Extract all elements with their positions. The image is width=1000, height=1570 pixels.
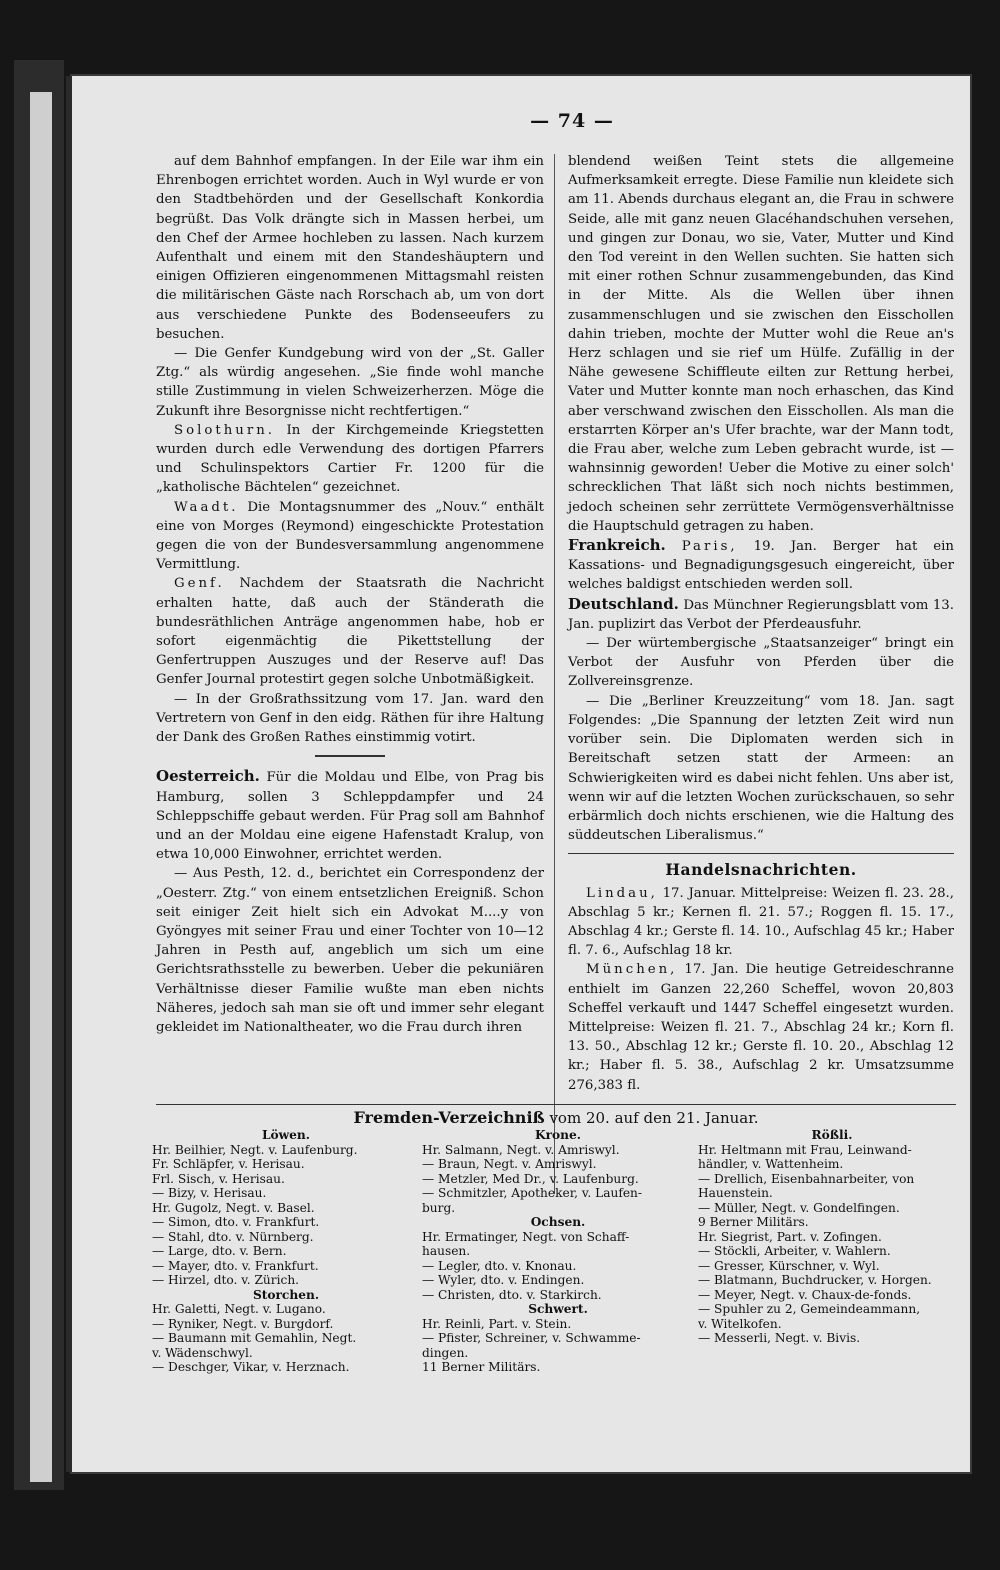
article-paragraph	[156, 498, 544, 575]
paragraph-text: auf dem Bahnhof empfangen. In der Eile war ihm ein Ehrenbogen errichtet worden. Auch in Wyl wurde er von den Stadtbehörden und der Gesellschaft Konkordia begrüßt. Das Volk drängte sich in Massen herbei, um den Chef der Armee hochleben zu lassen. Nach kurzem Aufenthalt und einem mit den Standeshäuptern und einigen Offizieren eingenommenen Mittagsmahl reisten die militärischen Gäste nach Rorschach ab, um von dort aus verschiedene Punkte des Bodenseeufers zu besuchen.	[156, 154, 544, 342]
paragraph-text: 17. Januar. Mittelpreise: Weizen fl. 23. 28., Abschlag 5 kr.; Kernen fl. 21. 57.; Roggen fl. 15. 17., Abschlag 4 kr.; Gerste fl. 14. 10., Aufschlag 45 kr.; Haber fl. 7. 6., Aufschlag 18 kr.	[568, 885, 954, 959]
article-paragraph	[568, 884, 954, 961]
guest-entry: Hr. Heltmann mit Frau, Leinwand-	[698, 1142, 912, 1157]
section-divider	[156, 1104, 956, 1105]
guest-entry: — Hirzel, dto. v. Zürich.	[152, 1273, 300, 1287]
guest-entry: hausen.	[422, 1244, 471, 1258]
guest-entry: Hauenstein.	[698, 1186, 773, 1200]
paragraph-text: blendend weißen Teint stets die allgemeine Aufmerksamkeit erregte. Diese Familie nun kleidete sich am 11. Abends durchaus elegant an, die Frau in schwere Seide, alle mit ganz neuen Glacéhandschuhen versehen, und gingen zur Donau, wo sie, Vater, Mutter und Kind den Tod vereint in den Wellen suchten. Sie hatten sich mit einer rothen Schnur zusammengebunden, das Kind in der Mitte. Als die Wellen über ihnen zusammenschlugen und sie zwischen den Eisschollen dahin trieben, mochte der Mutter wohl die Reue an's Herz schlagen und sie rief um Hülfe. Zufällig in der Nähe gewesene Schiffleute eilten zur Rettung herbei, Vater und Mutter konnte man noch erhaschen, das Kind aber verschwand zwischen den Eisschollen. Als man die erstarrten Körper an's Ufer brachte, war der Mann todt, die Frau aber, welche zum Leben gebracht wurde, ist — wahnsinnig geworden! Ueber die Motive zu einer solch' schrecklichen That läßt sich noch nichts bestimmen, jedoch scheinen sehr zerrüttete Vermögensverhältnisse die Hauptschuld getragen zu haben.	[568, 154, 954, 534]
guest-entry: Fr. Schläpfer, v. Herisau.	[152, 1157, 305, 1171]
dateline: Solothurn.	[174, 422, 275, 438]
guest-entry: burg.	[422, 1200, 456, 1215]
guest-entry: Hr. Beilhier, Negt. v. Laufenburg.	[152, 1142, 358, 1157]
guest-entry: — Pfister, Schreiner, v. Schwamme-	[422, 1331, 641, 1345]
guest-entry: — Braun, Negt. v. Amriswyl.	[422, 1157, 597, 1171]
dateline: München,	[586, 962, 678, 978]
hotel-name: Krone.	[534, 1128, 581, 1142]
book-page-edge	[30, 92, 52, 1482]
page-number: — 74 —	[530, 110, 614, 132]
hotel-name: Ochsen.	[530, 1215, 586, 1229]
guest-entry: v. Wädenschwyl.	[152, 1345, 253, 1360]
dateline: Lindau,	[586, 885, 658, 901]
paragraph-text: — Die „Berliner Kreuzzeitung“ vom 18. Jan. sagt Folgendes: „Die Spannung der letzten Zeit wird nun vorüber sein. Die Diplomaten werden sich in Bereitschaft setzen statt der Armeen: an Schwierigkeiten wird es dabei nicht fehlen. Uns aber ist, wenn wir auf die letzten Wochen zurückschauen, so sehr erbärmlich doch nichts erschienen, wie die Haltung des süddeutschen Liberalismus.“	[568, 693, 954, 844]
dateline: Genf.	[174, 576, 225, 592]
guest-entry: Frl. Sisch, v. Herisau.	[152, 1171, 285, 1186]
guest-entry: — Bizy, v. Herisau.	[152, 1186, 267, 1200]
guest-list-column-1	[152, 1128, 420, 1375]
paragraph-text: — In der Großrathssitzung vom 17. Jan. ward den Vertretern von Genf in den eidg. Räthen für ihre Haltung der Dank des Großen Rathes einstimmig votirt.	[156, 691, 544, 746]
guest-entry: — Large, dto. v. Bern.	[152, 1244, 287, 1258]
guest-entry: — Meyer, Negt. v. Chaux-de-fonds.	[698, 1287, 912, 1302]
guest-entry: — Baumann mit Gemahlin, Negt.	[152, 1331, 357, 1345]
long-rule	[568, 853, 954, 854]
article-paragraph	[568, 595, 954, 634]
guest-entry: dingen.	[422, 1345, 469, 1360]
dateline: Waadt.	[174, 499, 239, 515]
hotel-name: Storchen.	[252, 1287, 320, 1302]
article-paragraph	[156, 344, 544, 421]
guest-entry: — Stahl, dto. v. Nürnberg.	[152, 1229, 314, 1244]
newspaper-page	[72, 76, 970, 1472]
guest-entry: Hr. Gugolz, Negt. v. Basel.	[152, 1200, 315, 1215]
guest-entry: — Gresser, Kürschner, v. Wyl.	[698, 1258, 880, 1273]
paragraph-text: 17. Jan. Die heutige Getreideschranne enthielt im Ganzen 22,260 Scheffel, wovon 20,803 Scheffel verkauft und 1447 Scheffel eingesetzt wurden. Mittelpreise: Weizen fl. 21. 7., Abschlag 24 kr.; Korn fl. 13. 50., Abschlag 12 kr.; Gerste fl. 10. 20., Abschlag 12 kr.; Haber fl. 5. 38., Aufschlag 2 kr. Umsatzsumme 276,383 fl.	[568, 962, 954, 1093]
guest-list-column-2	[422, 1128, 694, 1375]
dateline: Paris,	[681, 539, 738, 555]
guest-entry: — Spuhler zu 2, Gemeindeammann,	[698, 1302, 921, 1316]
guest-entry: — Schmitzler, Apotheker, v. Laufen-	[422, 1186, 643, 1200]
article-paragraph	[568, 536, 954, 595]
paragraph-text: — Die Genfer Kundgebung wird von der „St. Galler Ztg.“ als würdig angesehen. „Sie finde wohl manche stille Zustimmung in vielen Schweizerherzen. Möge die Zukunft ihre Besorgnisse nicht rechtfertigen.“	[156, 346, 544, 419]
guest-entry: v. Witelkofen.	[698, 1316, 782, 1331]
section-heading: Handelsnachrichten.	[665, 860, 857, 880]
hotel-name: Schwert.	[528, 1302, 588, 1316]
article-paragraph	[156, 690, 544, 748]
guest-entry: 9 Berner Militärs.	[698, 1215, 809, 1229]
paragraph-text: Für die Moldau und Elbe, von Prag bis Hamburg, sollen 3 Schleppdampfer und 24 Schleppschiffe gebaut werden. Für Prag soll am Bahnhof und an der Moldau eine eigene Hafenstadt Kralup, von etwa 10,000 Einwohner, errichtet werden.	[156, 770, 544, 863]
article-paragraph	[156, 864, 544, 1037]
guest-entry: — Mayer, dto. v. Frankfurt.	[152, 1258, 319, 1273]
guest-entry: 11 Berner Militärs.	[422, 1360, 541, 1374]
short-rule	[315, 755, 385, 757]
guest-entry: — Drellich, Eisenbahnarbeiter, von	[698, 1171, 915, 1186]
paragraph-text: In der Kirchgemeinde Kriegstetten wurden durch edle Verwendung des dortigen Pfarrers und Schulinspektors Cartier Fr. 1200 für die „katholische Bächtelen“ gezeichnet.	[156, 422, 544, 496]
guest-entry: — Simon, dto. v. Frankfurt.	[152, 1215, 320, 1229]
guest-entry: händler, v. Wattenheim.	[698, 1157, 844, 1171]
guest-entry: Hr. Reinli, Part. v. Stein.	[422, 1316, 572, 1331]
article-paragraph	[156, 152, 544, 344]
country-heading: Oesterreich.	[156, 767, 260, 786]
paragraph-text: Nachdem der Staatsrath die Nachricht erhalten hatte, daß auch der Ständerath die bundesräthlichen Anträge angenommen habe, hob er sofort eigenmächtig die Pikettstellung der Genfertruppen Auszuges und der Reserve auf! Das Genfer Journal protestirt gegen solche Unbotmäßigkeit.	[156, 576, 544, 688]
article-paragraph	[568, 152, 954, 536]
guest-entry: — Müller, Negt. v. Gondelfingen.	[698, 1200, 900, 1215]
paragraph-text: Die Montagsnummer des „Nouv.“ enthält eine von Morges (Reymond) eingeschickte Protestation gegen die von der Bundesversammlung angenommene Vermittlung.	[156, 499, 544, 573]
guest-entry: — Deschger, Vikar, v. Herznach.	[152, 1360, 350, 1374]
country-heading: Frankreich.	[568, 536, 666, 555]
guest-list-column-3	[698, 1128, 966, 1346]
fremden-title-bold: Fremden-Verzeichniß	[353, 1108, 545, 1127]
right-column	[568, 152, 954, 1095]
guest-entry: Hr. Salmann, Negt. v. Amriswyl.	[422, 1142, 620, 1157]
guest-entry: — Metzler, Med Dr., v. Laufenburg.	[422, 1171, 639, 1186]
country-heading: Deutschland.	[568, 594, 679, 613]
article-paragraph	[156, 767, 544, 864]
guest-entry: — Ryniker, Negt. v. Burgdorf.	[152, 1316, 334, 1331]
article-paragraph	[156, 574, 544, 689]
hotel-name: Rößli.	[811, 1128, 853, 1142]
left-column	[156, 152, 544, 1037]
fremden-verzeichnis-title	[156, 1108, 956, 1127]
column-divider	[554, 154, 555, 1194]
article-paragraph	[568, 692, 954, 846]
article-paragraph	[568, 960, 954, 1094]
hotel-name: Löwen.	[261, 1128, 311, 1142]
paragraph-text: 19. Jan. Berger hat ein Kassations- und Begnadigungsgesuch eingereicht, über welches baldigst entschieden werden soll.	[568, 539, 954, 593]
guest-entry: Hr. Ermatinger, Negt. von Schaff-	[422, 1229, 630, 1244]
paragraph-text: — Aus Pesth, 12. d., berichtet ein Correspondenz der „Oesterr. Ztg.“ von einem entsetzlichen Ereigniß. Schon seit einiger Zeit hielt sich ein Advokat M....y von Gyöngyes mit seiner Frau und einer Tochter von 10—12 Jahren in Pesth auf, angeblich um sich um eine Gerichtsrathsstelle zu bewerben. Ueber die pekuniären Verhältnisse dieser Familie wußte man eben nichts Näheres, jedoch sah man sie oft und immer sehr elegant gekleidet im Nationaltheater, wo die Frau durch ihren	[156, 866, 544, 1035]
guest-entry: — Christen, dto. v. Starkirch.	[422, 1287, 602, 1302]
guest-entry: — Blatmann, Buchdrucker, v. Horgen.	[698, 1273, 932, 1287]
paragraph-text: — Der würtembergische „Staatsanzeiger“ bringt ein Verbot der Ausfuhr von Pferden über die Zollvereinsgrenze.	[568, 636, 954, 690]
guest-entry: Hr. Siegrist, Part. v. Zofingen.	[698, 1229, 882, 1244]
guest-entry: — Stöckli, Arbeiter, v. Wahlern.	[698, 1244, 891, 1258]
article-paragraph	[568, 634, 954, 692]
guest-entry: — Wyler, dto. v. Endingen.	[422, 1273, 585, 1287]
guest-entry: — Legler, dto. v. Knonau.	[422, 1258, 577, 1273]
guest-entry: Hr. Galetti, Negt. v. Lugano.	[152, 1302, 326, 1316]
fremden-title-date: vom 20. auf den 21. Januar.	[549, 1109, 759, 1127]
guest-entry: — Messerli, Negt. v. Bivis.	[698, 1331, 861, 1345]
article-paragraph	[156, 421, 544, 498]
paragraph-text: Das Münchner Regierungsblatt vom 13. Jan. puplizirt das Verbot der Pferdeausfuhr.	[568, 597, 954, 632]
